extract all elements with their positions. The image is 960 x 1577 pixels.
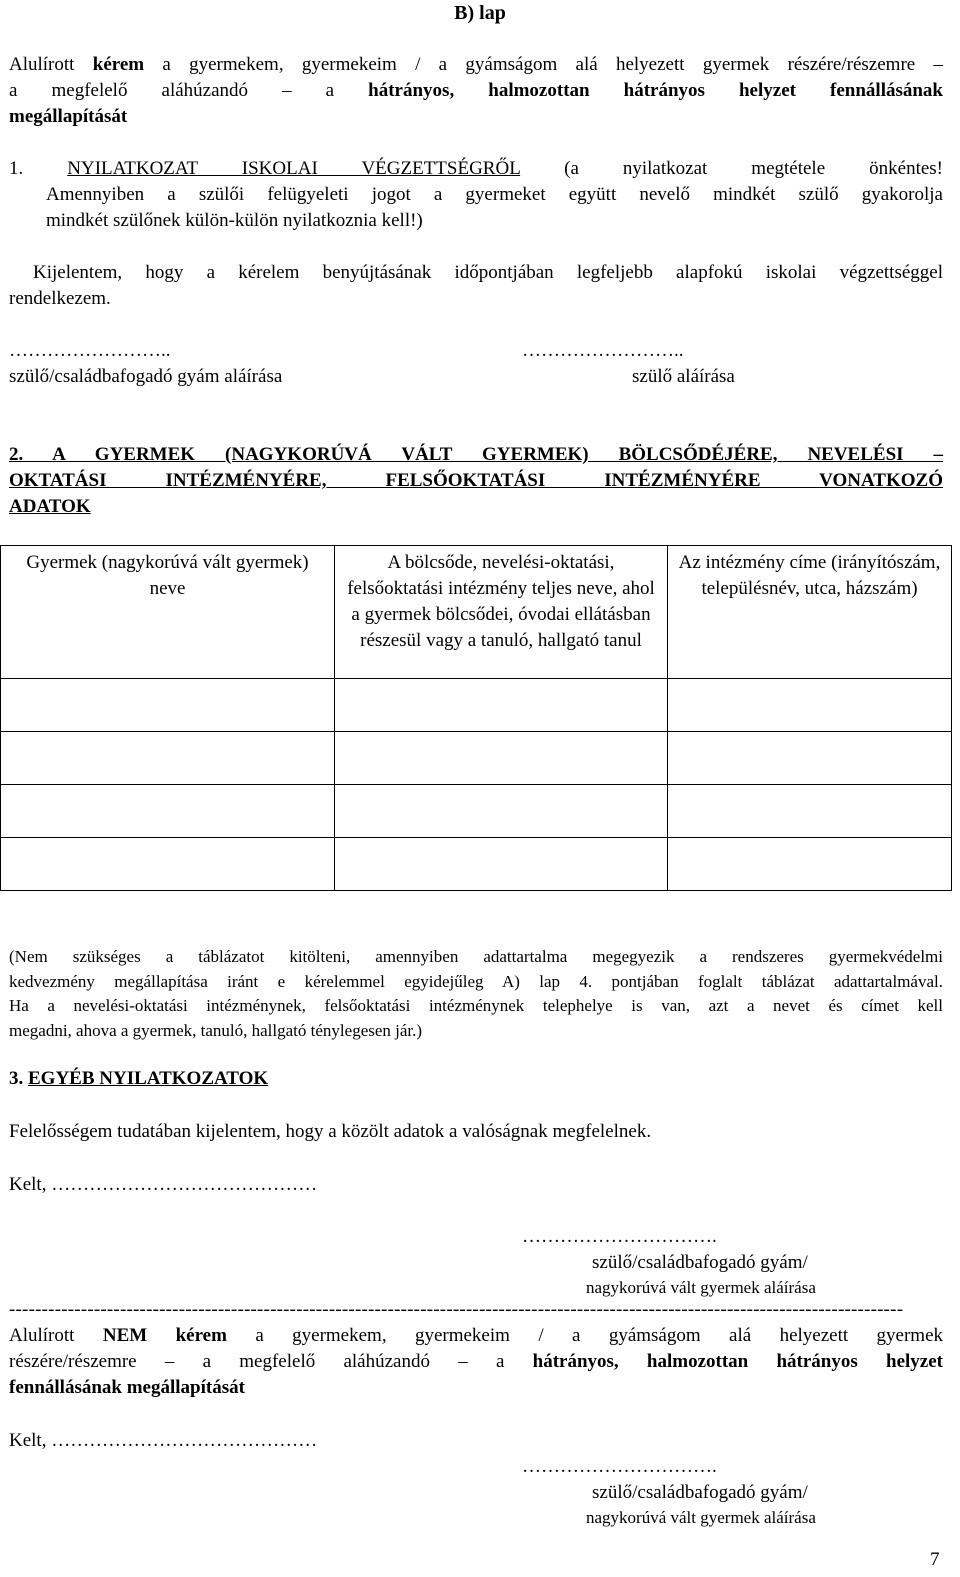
table-cell[interactable] <box>335 838 668 891</box>
section-1-declaration: Kijelentem, hogy a kérelem benyújtásának időpontjában legfeljebb alapfokú iskolai végzettséggel rendelkezem. <box>9 262 943 309</box>
table-cell[interactable] <box>668 732 952 785</box>
table-row <box>1 732 952 785</box>
table-header-child-name: Gyermek (nagykorúvá vált gyermek) neve <box>1 546 335 679</box>
table-row <box>1 838 952 891</box>
page-number: 7 <box>930 1549 940 1570</box>
signature-label-left: szülő/családbafogadó gyám aláírása <box>9 366 283 387</box>
signature-dots-3: …………………………. <box>522 1226 717 1247</box>
table-cell[interactable] <box>1 732 335 785</box>
signature-label-4b: nagykorúvá vált gyermek aláírása <box>586 1508 816 1527</box>
table-row <box>1 785 952 838</box>
signature-label-3b: nagykorúvá vált gyermek aláírása <box>586 1278 816 1297</box>
table-cell[interactable] <box>1 785 335 838</box>
signature-label-4a: szülő/családbafogadó gyám/ <box>592 1482 808 1503</box>
page-title: B) lap <box>454 2 506 24</box>
table-cell[interactable] <box>668 838 952 891</box>
section-3-statement: Felelősségem tudatában kijelentem, hogy a közölt adatok a valóságnak megfelelnek. <box>9 1121 652 1142</box>
institution-table <box>0 545 952 891</box>
section-2-title: 2. A GYERMEK (NAGYKORÚVÁ VÁLT GYERMEK) BÖLCSŐDÉJÉRE, NEVELÉSI – OKTATÁSI INTÉZMÉNYÉRE, FELSŐOKTATÁSI INTÉZMÉNYÉRE VONATKOZÓ ADATOK <box>9 444 943 517</box>
section-3-heading: 3. EGYÉB NYILATKOZATOK <box>9 1068 269 1089</box>
request-paragraph: Alulírott kérem a gyermekem, gyermekeim / a gyámságom alá helyezett gyermek részére/részemre – a megfelelő aláhúzandó – a hátrányos, halmozottan hátrányos helyzet fennállásának megállapítását <box>9 54 944 127</box>
signature-label-right: szülő aláírása <box>632 366 735 387</box>
section-1-heading: 1. NYILATKOZAT ISKOLAI VÉGZETTSÉGRŐL (a nyilatkozat megtétele önkéntes! <box>9 158 944 179</box>
table-header-institution-address: Az intézmény címe (irányítószám, településnév, utca, házszám) <box>668 546 952 679</box>
table-header-institution-name: A bölcsőde, nevelési-oktatási, felsőoktatási intézmény teljes neve, ahol a gyermek bölcsődei, óvodai ellátásban részesül vagy a tanuló, hallgató tanul <box>335 546 668 679</box>
signature-label-3a: szülő/családbafogadó gyám/ <box>592 1252 808 1273</box>
table-cell[interactable] <box>668 679 952 732</box>
section-2-note: (Nem szükséges a táblázatot kitölteni, amennyiben adattartalma megegyezik a rendszeres gyermekvédelmi kedvezmény megállapítása iránt e kérelemmel egyidejűleg A) lap 4. pontjában foglalt táblázat adattartalmával. Ha a nevelési-oktatási intézménynek, felsőoktatási intézménynek telephelye is van, azt a nevet és címet kell megadni, ahova a gyermek, tanuló, hallgató ténylegesen jár.) <box>9 947 943 1040</box>
signature-dots-4: …………………………. <box>522 1456 717 1477</box>
table-cell[interactable] <box>1 679 335 732</box>
divider-line: ----------------------------------------------------------------------------------------------------------------------------------------- <box>9 1299 904 1320</box>
signature-dots-left: …………………….. <box>9 340 171 361</box>
table-header-row <box>1 546 952 679</box>
kelt-field-2[interactable]: Kelt, …………………………………… <box>9 1430 318 1451</box>
table-cell[interactable] <box>335 679 668 732</box>
section-1-note: Amennyiben a szülői felügyeleti jogot a gyermeket együtt nevelő mindkét szülő gyakorolja mindkét szülőnek külön-külön nyilatkoznia kell!) <box>46 184 943 231</box>
kelt-field-1[interactable]: Kelt, …………………………………… <box>9 1174 318 1195</box>
table-cell[interactable] <box>1 838 335 891</box>
table-cell[interactable] <box>335 732 668 785</box>
table-row <box>1 679 952 732</box>
table-cell[interactable] <box>335 785 668 838</box>
table-cell[interactable] <box>668 785 952 838</box>
signature-dots-right: …………………….. <box>522 340 684 361</box>
not-request-paragraph: Alulírott NEM kérem a gyermekem, gyermekeim / a gyámságom alá helyezett gyermek részére/részemre – a megfelelő aláhúzandó – a hátrányos, halmozottan hátrányos helyzet fennállásának megállapítását <box>9 1325 943 1398</box>
